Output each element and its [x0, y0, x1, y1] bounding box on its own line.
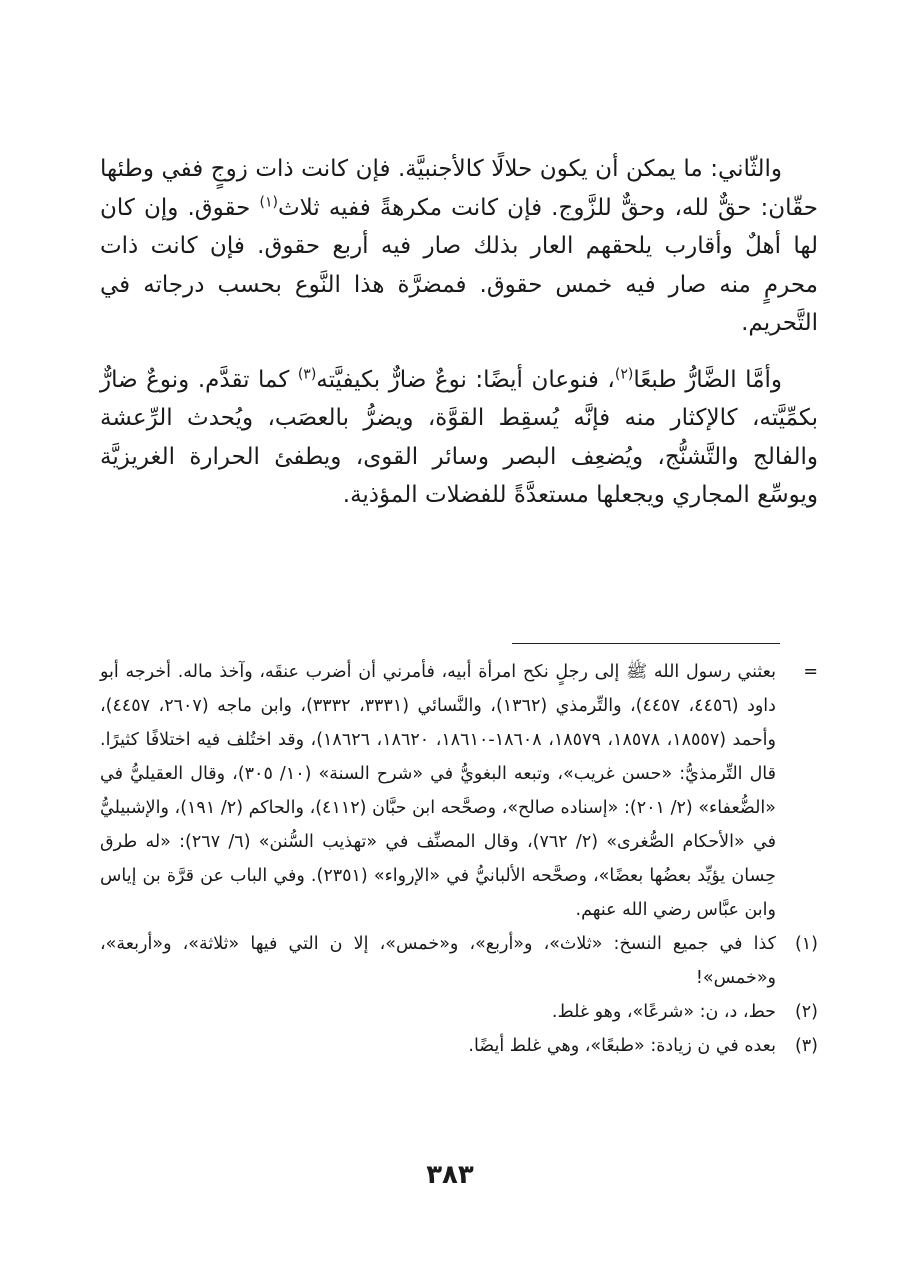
paragraph-2-text-c: كما تقدَّم. ونوعٌ ضارٌّ بكمِّيَّته، كالإكثار منه فإنَّه يُسقِط القوَّة، ويضرُّ بالعصَب، ويُحدث الرِّعشة والفالج والتَّشنُّج، ويُضعِف البصر وسائر القوى، ويطفئ الحرارة الغريزيَّة ويوسِّع المجاري ويجعلها مستعدَّةً للفضلات المؤذية.: [100, 366, 818, 508]
paragraph-1-text-a: والثّاني: ما يمكن أن يكون حلالًا كالأجنبيَّة. فإن كانت ذات زوجٍ ففي وطئها حقّان: حقٌّ لله، وحقٌّ للزَّوج. فإن كانت مكرهةً ففيه ثلاث: [100, 156, 818, 221]
footnote-continuation-text: بعثني رسول الله ﷺ إلى رجلٍ نكح امرأة أبيه، فأمرني أن أضرب عنقَه، وآخذ ماله. أخرجه أبو داود (٤٤٥٦، ٤٤٥٧)، والتِّرمذي (١٣٦٢)، والنَّسائي (٣٣٣١، ٣٣٣٢)، وابن ماجه (٢٦٠٧، ٤٤٥٧)، وأحمد (١٨٥٥٧، ١٨٥٧٨، ١٨٥٧٩، ١٨٦٠٨-١٨٦١٠، ١٨٦٢٠، ١٨٦٢٦)، وقد اختُلف فيه اختلافًا كثيرًا. قال التِّرمذيُّ: «حسن غريب»، وتبعه البغويُّ في «شرح السنة» (١٠/ ٣٠٥)، وقال العقيليُّ في «الضُّعفاء» (٢/ ٢٠١): «إسناده صالح»، وصحَّحه ابن حبَّان (٤١١٢)، والحاكم (٢/ ١٩١)، والإشبيليُّ في «الأحكام الصُّغرى» (٢/ ٧٦٢)، وقال المصنِّف في «تهذيب السُّنن» (٦/ ٢٦٧): «له طرق حِسان يؤيِّد بعضُها بعضًا»، وصحَّحه الألبانيُّ في «الإرواء» (٢٣٥١). وفي الباب عن قرَّة بن إياس وابن عبَّاس رضي الله عنهم.: [100, 662, 776, 920]
footnote-3-mark: (٣): [794, 1036, 818, 1056]
footnote-2-mark: (٢): [794, 1002, 818, 1022]
paragraph-2: [100, 361, 818, 515]
footnote-ref-2: (٢): [614, 365, 634, 382]
footnote-3-text: بعده في ن زيادة: «طبعًا»، وهي غلط أيضًا.: [468, 1036, 776, 1056]
footnote-2: [100, 995, 818, 1029]
paragraph-2-text-a: وأمَّا الضَّارُّ طبعًا: [633, 366, 783, 393]
paragraph-1-text-b: حقوق. وإن كان لها أهلٌ وأقارب يلحقهم العار بذلك صار فيه أربع حقوق. فإن كانت ذات محرمٍ منه صار فيه خمس حقوق. فمضرَّة هذا النَّوع بحسب درجاته في التَّحريم.: [100, 194, 818, 336]
footnote-1: [100, 927, 818, 995]
paragraph-2-text-b: ، فنوعان أيضًا: نوعٌ ضارٌّ بكيفيَّته: [316, 366, 615, 393]
main-text: [100, 150, 818, 533]
paragraph-1: [100, 150, 818, 343]
footnote-1-text: كذا في جميع النسخ: «ثلاث»، و«أربع»، و«خمس»، إلا ن التي فيها «ثلاثة»، و«أربعة»، و«خمس»!: [100, 934, 776, 988]
footnote-continuation: [100, 655, 818, 927]
footnote-ref-3: (٣): [297, 365, 317, 382]
footnote-divider: [512, 643, 780, 644]
footnote-2-text: حط، د، ن: «شرعًا»، وهو غلط.: [551, 1002, 776, 1022]
footnotes: [100, 655, 818, 1063]
continuation-mark: =: [803, 662, 818, 682]
footnote-3: [100, 1029, 818, 1063]
page-number: ٣٨٣: [426, 1160, 474, 1190]
footnote-ref-1: (١): [259, 193, 278, 210]
footnote-1-mark: (١): [794, 934, 818, 954]
